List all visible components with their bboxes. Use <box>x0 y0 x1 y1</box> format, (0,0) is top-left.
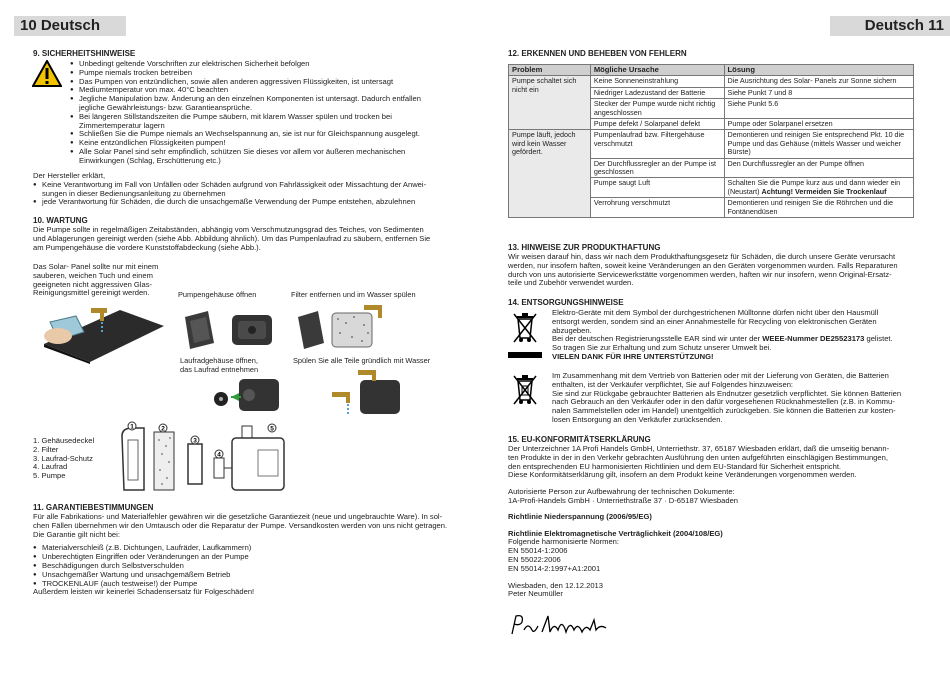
col-problem: Problem <box>509 65 591 76</box>
solid-bar-symbol <box>508 352 542 358</box>
safety-bullet-6: ● Bei längeren Stillstandszeiten die Pumpe säubern, mit klarem Wasser spülen und trocken bei <box>70 113 465 122</box>
place-date: Wiesbaden, den 12.12.2013 <box>508 580 603 590</box>
authorized-person-line-1: Autorisierte Person zur Aufbewahrung der technischen Dokumente: <box>508 487 735 497</box>
section-9-bullets <box>70 60 465 166</box>
dry-run-warning: Achtung! Vermeiden Sie Trockenlauf <box>761 186 887 196</box>
liability-line-3: durch von uns autorisierte Servicewerkstätte vorgenommen werden, haften wir nur insofern, wenn Original-Ersatz- <box>508 269 892 279</box>
battery-line-4: nach Gebrauch an den Verkäufer oder in den dafür vorgesehenen Rücknahmestellen (z.B. in Kommu- <box>552 397 895 407</box>
safety-bullet-2: ● Pumpe niemals trocken betreiben <box>70 69 465 78</box>
fig-open-impeller-line-2: das Laufrad entnehmen <box>180 364 259 374</box>
section-10-maintenance <box>33 216 465 252</box>
cause-cell: Pumpe defekt / Solarpanel defekt <box>590 119 724 130</box>
manufacturer-intro: Der Hersteller erklärt, <box>33 171 106 180</box>
conformity-line-3: den entsprechenden EU harmonisierten Richtlinien und dem EU-Standard für Sicherheit entspricht. <box>508 461 842 471</box>
solution-cell <box>724 178 913 198</box>
exploded-parts-drawing <box>118 420 298 496</box>
part-number-1: 1 <box>130 423 134 431</box>
battery-line-6: losen Entsorgung an den Verkäufer zurücksenden. <box>552 414 723 424</box>
battery-line-5: nalen Sammelstellen oder im Handel) unentgeltlich zurückgeben. Sie können die Batterien zur kosten- <box>552 406 896 416</box>
pump-housing-open-illustration <box>180 305 280 351</box>
section-9-title: 9. SICHERHEITSHINWEISE <box>33 49 136 58</box>
manufacturer-bullet-2: ● jede Verantwortung für Schäden, die durch die unsachgemäße Verwendung der Pumpe entstehen, abzulehnen <box>33 198 465 207</box>
cause-cell: Niedriger Ladezustand der Batterie <box>590 87 724 98</box>
cause-cell: Der Durchflussregler an der Pumpe ist geschlossen <box>590 158 724 178</box>
maintenance-line-3: am Pumpengehäuse die vordere Kunststoffabdeckung (siehe Abb.). <box>33 242 261 252</box>
emc-directive: Richtlinie Elektromagnetische Verträglichkeit (2004/108/EG) <box>508 528 723 538</box>
col-solution: Lösung <box>724 65 913 76</box>
section-12-troubleshooting <box>508 49 918 59</box>
table-row <box>509 76 914 87</box>
cause-cell: Verrohrung verschmutzt <box>590 198 724 218</box>
cause-cell: Keine Sonneneinstrahlung <box>590 76 724 87</box>
warranty-exclusion-4: ● Unsachgemäßer Wartung und unsachgemäßem Betrieb <box>33 571 465 580</box>
panel-cleaning-line-2: sauberen, weichen Tuch und einem <box>33 270 153 280</box>
left-page-header: 10 Deutsch <box>14 16 126 36</box>
fig-open-impeller-line-1: Laufradgehäuse öffnen, <box>180 356 258 365</box>
warranty-line-2: chen Fällen übernehmen wir den Umtausch oder die Reparatur der Pumpe. Versandkosten werden von uns nicht getragen. <box>33 520 448 530</box>
signature-image <box>508 610 618 640</box>
impeller-remove-illustration <box>205 375 285 415</box>
fig-open-housing-label: Pumpengehäuse öffnen <box>178 290 257 299</box>
part-number-4: 4 <box>217 451 221 459</box>
disposal-electronics-text <box>552 309 928 362</box>
liability-line-1: Wir weisen darauf hin, dass wir nach dem Produkthaftungsgesetz für Schäden, die durch unsere Geräte verursacht <box>508 252 896 261</box>
liability-line-4: teile und Zubehör verwendet wurden. <box>508 278 634 288</box>
right-page <box>475 0 950 674</box>
panel-cleaning-line-3: geeigneten nicht aggressiven Glas- <box>33 279 153 289</box>
troubleshooting-table <box>508 64 914 218</box>
col-cause: Mögliche Ursache <box>590 65 724 76</box>
solar-panel-cleaning-illustration <box>36 302 166 364</box>
safety-bullet-1: ● Unbedingt geltende Vorschriften zur elektrischen Sicherheit befolgen <box>70 60 465 69</box>
conformity-line-2: ten Produkte in der in den Verkehr gebrachten Ausführung den unten aufgeführten einschlägigen Bestimmungen, <box>508 452 888 462</box>
disposal-line-2: entsorgt werden, sondern sind an einer Annahmestelle für Recycling von elektronischen Geräten <box>552 316 877 326</box>
table-row <box>509 130 914 158</box>
problem-no-water: Pumpe läuft, jedoch wird kein Wasser gefördert. <box>509 130 591 218</box>
authorized-person-line-2: 1A-Profi-Handels GmbH · Unterriethstraße 37 · D-65187 Wiesbaden <box>508 495 739 505</box>
norm-1: EN 55014-1:2006 <box>508 546 568 556</box>
part-2-label: 2. Filter <box>33 444 59 454</box>
signer-name: Peter Neumüller <box>508 589 563 599</box>
part-number-2: 2 <box>161 425 165 433</box>
solution-text: Schalten Sie die Pumpe kurz aus und dann wieder ein (Neustart) <box>727 178 901 196</box>
weee-number: WEEE-Nummer DE25523173 <box>762 334 865 344</box>
safety-bullet-5: ● Jegliche Manipulation bzw. Änderung an den einzelnen Komponenten ist untersagt. Dadurch entfallen <box>70 95 465 104</box>
fig-rinse-label: Spülen Sie alle Teile gründlich mit Wasser <box>293 356 431 365</box>
cause-cell: Pumpe saugt Luft <box>590 178 724 198</box>
section-15-conformity <box>508 435 928 599</box>
table-header-row <box>509 65 914 76</box>
norm-2: EN 55022:2006 <box>508 554 561 564</box>
part-4-label: 4. Laufrad <box>33 462 68 472</box>
solution-cell: Die Ausrichtung des Solar- Panels zur Sonne sichern <box>724 76 913 87</box>
norm-3: EN 55014-2:1997+A1:2001 <box>508 563 601 573</box>
part-5-label: 5. Pumpe <box>33 471 66 481</box>
safety-bullet-4: ● Mediumtemperatur von max. 40°C beachten <box>70 86 465 95</box>
safety-bullet-9: ● Alle Solar Panel sind sehr empfindlich, schützen Sie dieses vor allem vor äußeren mechanischen <box>70 148 465 157</box>
maintenance-line-1: Die Pumpe sollte in regelmäßigen Zeitabständen, abhängig vom Verschmutzungsgrad des Teiches, von Sedimenten <box>33 225 424 234</box>
rinse-parts-illustration <box>330 368 410 418</box>
right-page-header: Deutsch 11 <box>830 16 950 36</box>
low-voltage-directive: Richtlinie Niederspannung (2006/95/EG) <box>508 511 652 521</box>
crossed-battery-bin-icon <box>511 372 539 408</box>
section-11-warranty <box>33 503 465 597</box>
fig-open-impeller-label <box>180 357 258 374</box>
part-1-label: 1. Gehäusedeckel <box>33 436 95 445</box>
solution-cell: Den Durchflussregler an der Pumpe öffnen <box>724 158 913 178</box>
thanks-line: VIELEN DANK FÜR IHRE UNTERSTÜTZUNG! <box>552 351 714 361</box>
section-14-disposal-title-wrap <box>508 298 708 308</box>
section-12-title: 12. ERKENNEN UND BEHEBEN VON FEHLERN <box>508 49 687 58</box>
battery-line-2: enthalten, ist der Verkäufer verpflichtet, Sie auf Folgendes hinzuweisen: <box>552 379 794 389</box>
norms-title: Folgende harmonisierte Normen: <box>508 537 620 547</box>
crossed-bin-icon <box>511 310 539 346</box>
disposal-line-5: So tragen Sie zur Erhaltung und zum Schutz unserer Umwelt bei. <box>552 343 772 353</box>
cause-cell: Pumpenlaufrad bzw. Filtergehäuse verschmutzt <box>590 130 724 158</box>
part-number-3: 3 <box>193 437 197 445</box>
manufacturer-bullet-1-cont: sungen in dieser Bedienungsanleitung zu übernehmen <box>42 188 226 198</box>
warning-triangle-icon <box>32 60 62 87</box>
fig-remove-filter-label: Filter entfernen und im Wasser spülen <box>291 290 416 299</box>
safety-bullet-6-cont: Zimmertemperatur lagern <box>79 120 165 130</box>
solution-cell: Demontieren und reinigen Sie entsprechend Pkt. 10 die Pumpe und das Gehäuse (mittels Wasser und weicher Bürste) <box>724 130 913 158</box>
battery-line-1: Im Zusammenhang mit dem Vertrieb von Batterien oder mit der Lieferung von Geräten, die Batterien <box>552 371 889 380</box>
disposal-line-1: Elektro-Geräte mit dem Symbol der durchgestrichenen Mülltonne dürfen nicht über den Hausmüll <box>552 308 879 317</box>
battery-line-3: Sie sind zur Rückgabe gebrauchter Batterien als Endnutzer gesetzlich verpflichtet. Sie können Batterien <box>552 388 902 398</box>
warranty-exclusion-1: ● Materialverschleiß (z.B. Dichtungen, Laufräder, Laufkammern) <box>33 544 465 553</box>
section-14-title: 14. ENTSORGUNGSHINWEISE <box>508 298 624 307</box>
section-13-liability <box>508 243 928 288</box>
section-13-title: 13. HINWEISE ZUR PRODUKTHAFTUNG <box>508 243 661 252</box>
part-3-label: 3. Laufrad-Schutz <box>33 453 93 463</box>
warranty-exclusion-5: ● TROCKENLAUF (auch testweise!) der Pumpe <box>33 580 465 589</box>
solution-cell: Siehe Punkt 7 und 8 <box>724 87 913 98</box>
disposal-ear-text: Bei der deutschen Registrierungsstelle EAR sind wir unter der <box>552 334 761 344</box>
section-10-title: 10. WARTUNG <box>33 216 88 225</box>
manufacturer-statement <box>33 172 465 207</box>
section-11-title: 11. GARANTIEBESTIMMUNGEN <box>33 503 154 512</box>
solution-cell: Demontieren und reinigen Sie die Röhrchen und die Fontänendüsen <box>724 198 913 218</box>
conformity-line-4: Diese Konformitätserklärung gilt, insofern an dem Produkt keine Veränderungen vorgenommen werden. <box>508 470 857 480</box>
warranty-exclusion-3: ● Beschädigungen durch Selbstverschulden <box>33 562 465 571</box>
panel-cleaning-text <box>33 263 183 298</box>
disposal-line-3: abzugeben. <box>552 325 592 335</box>
panel-cleaning-line-1: Das Solar- Panel sollte nur mit einem <box>33 262 159 271</box>
manufacturer-bullet-1: ● Keine Verantwortung im Fall von Unfällen oder Schäden aufgrund von Fahrlässigkeit oder Missachtung der Anwei- <box>33 181 465 190</box>
warranty-line-1: Für alle Fabrikations- und Materialfehler gewähren wir die gesetzliche Garantiezeit (neue und ungebrauchte Ware). In sol- <box>33 512 443 521</box>
safety-bullet-8: ● Keine entzündlichen Flüssigkeiten pumpen! <box>70 139 465 148</box>
liability-line-2: werden, nur insofern haften, soweit keine Veränderungen an den Geräten vorgenommen wurden. Falls Reparaturen <box>508 260 898 270</box>
safety-bullet-7: ● Schließen Sie die Pumpe niemals an Wechselspannung an, sie ist nur für Gleichspannung ausgelegt. <box>70 130 465 139</box>
cause-cell: Stecker der Pumpe wurde nicht richtig angeschlossen <box>590 99 724 119</box>
panel-cleaning-line-4: Reinigungsmittel gereinigt werden. <box>33 288 150 298</box>
warranty-exclusion-2: ● Unberechtigten Eingriffen oder Veränderungen an der Pumpe <box>33 553 465 562</box>
warranty-last-line: Außerdem leisten wir keinerlei Schadensersatz für Folgeschäden! <box>33 587 255 597</box>
safety-bullet-5-cont: jegliche Gewährleistungs- bzw. Garantieansprüche. <box>79 102 253 112</box>
disposal-battery-text <box>552 372 928 425</box>
maintenance-line-2: und Ablagerungen gereinigt werden (siehe Abb. Abbildung ähnlich). Um das Pumpenlaufrad zu säubern, entfernen Sie <box>33 233 431 243</box>
conformity-line-1: Der Unterzeichner 1A Profi Handels GmbH, Unterriethstr. 37, 65187 Wiesbaden erklärt, daß die umseitig benann- <box>508 444 890 453</box>
section-15-title: 15. EU-KONFORMITÄTSERKLÄRUNG <box>508 435 651 444</box>
section-9-safety <box>33 49 463 59</box>
safety-bullet-9-cont: Einwirkungen (Schlag, Erschütterung etc.) <box>79 155 221 165</box>
safety-bullet-3: ● Das Pumpen von entzündlichen, sowie allen anderen aggressiven Flüssigkeiten, ist untersagt <box>70 78 465 87</box>
disposal-listed: gelistet. <box>864 334 893 344</box>
solution-cell: Siehe Punkt 5.6 <box>724 99 913 119</box>
part-number-5: 5 <box>270 425 274 433</box>
problem-no-start: Pumpe schaltet sich nicht ein <box>509 76 591 130</box>
filter-remove-illustration <box>294 303 394 353</box>
warranty-line-3: Die Garantie gilt nicht bei: <box>33 529 120 539</box>
solution-cell: Pumpe oder Solarpanel ersetzen <box>724 119 913 130</box>
